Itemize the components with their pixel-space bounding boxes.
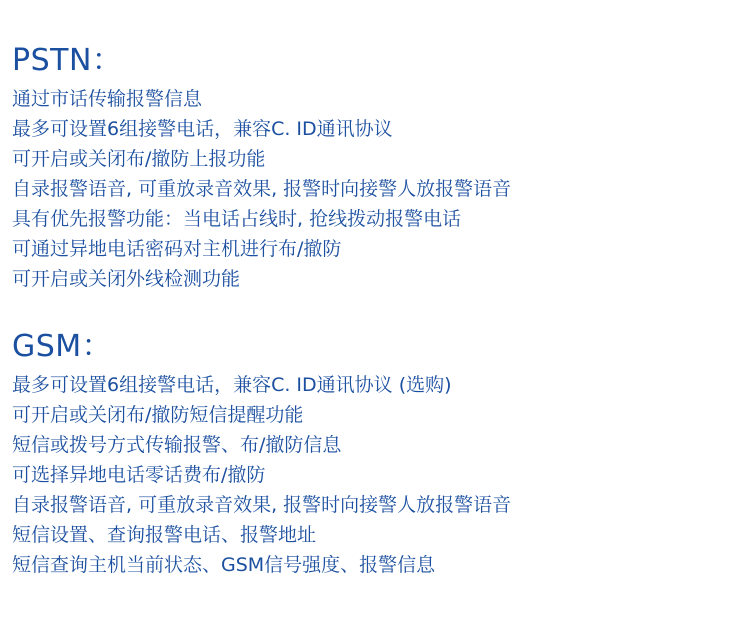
feature-list-gsm <box>12 370 750 580</box>
section-pstn <box>12 42 750 294</box>
list-item: 最多可设置6组接警电话，兼容C. ID通讯协议 <box>12 118 393 140</box>
list-item: 通过市话传输报警信息 <box>12 88 203 110</box>
list-item: 短信设置、查询报警电话、报警地址 <box>12 524 317 546</box>
list-item: 短信查询主机当前状态、GSM信号强度、报警信息 <box>12 554 436 576</box>
list-item: 可通过异地电话密码对主机进行布/撤防 <box>12 238 342 260</box>
list-item: 具有优先报警功能：当电话占线时, 抢线拨动报警电话 <box>12 208 462 230</box>
list-item: 可选择异地电话零话费布/撤防 <box>12 464 266 486</box>
list-item: 可开启或关闭布/撤防短信提醒功能 <box>12 404 304 426</box>
section-title-gsm: GSM： <box>12 329 113 364</box>
list-item: 可开启或关闭布/撤防上报功能 <box>12 148 266 170</box>
list-item: 最多可设置6组接警电话，兼容C. ID通讯协议 (选购) <box>12 374 452 396</box>
list-item: 可开启或关闭外线检测功能 <box>12 268 241 290</box>
list-item: 短信或拨号方式传输报警、布/撤防信息 <box>12 434 342 456</box>
section-gsm <box>12 328 750 580</box>
list-item: 自录报警语音, 可重放录音效果, 报警时向接警人放报警语音 <box>12 178 512 200</box>
list-item: 自录报警语音, 可重放录音效果, 报警时向接警人放报警语音 <box>12 494 512 516</box>
feature-list-pstn <box>12 84 750 294</box>
section-title-pstn: PSTN： <box>12 43 123 78</box>
